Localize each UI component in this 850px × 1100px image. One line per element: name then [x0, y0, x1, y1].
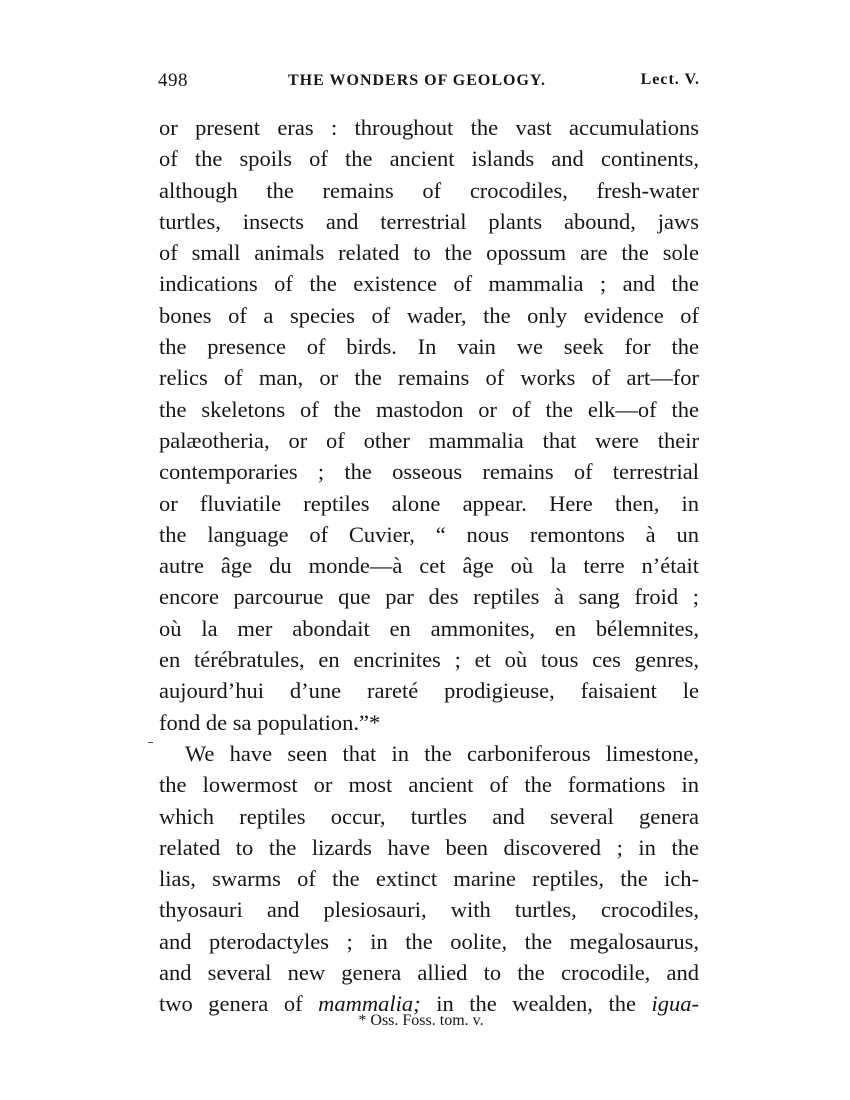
text-line: indications of the existence of mammalia ; and the: [159, 271, 699, 297]
text-line: thyosauri and plesiosauri, with turtles, crocodiles,: [159, 897, 699, 923]
margin-mark: [148, 742, 153, 743]
text-line: palæotheria, or of other mammalia that were their: [159, 427, 699, 453]
text-line: autre âge du monde—à cet âge où la terre n’était: [159, 553, 699, 579]
running-head: [158, 70, 700, 100]
text-line: and pterodactyles ; in the oolite, the megalosaurus,: [159, 928, 699, 954]
text-line: aujourd’hui d’une rareté prodigieuse, faisaient le: [159, 678, 699, 704]
footnote: [0, 1012, 850, 1030]
italic-word: mammalia;: [318, 991, 421, 1017]
text-line: encore parcourue que par des reptiles à sang froid ;: [159, 584, 699, 610]
text-line: turtles, insects and terrestrial plants abound, jaws: [159, 208, 699, 234]
text-line: the skeletons of the mastodon or of the elk—of the: [159, 396, 699, 422]
running-title: THE WONDERS OF GEOLOGY.: [288, 72, 547, 89]
text-line: of the spoils of the ancient islands and continents,: [159, 146, 699, 172]
page-number: 498: [158, 70, 188, 91]
text-line: and several new genera allied to the crocodile, and: [159, 960, 699, 986]
text-line: relics of man, or the remains of works of art—for: [159, 365, 699, 391]
text-line: the lowermost or most ancient of the formations in: [159, 772, 699, 798]
text-line: en térébratules, en encrinites ; et où tous ces genres,: [159, 647, 699, 673]
text-line: or fluviatile reptiles alone appear. Here then, in: [159, 490, 699, 516]
text-run: two genera of: [159, 991, 319, 1017]
text-run: in the wealden, the: [420, 991, 652, 1017]
text-line: of small animals related to the opossum are the sole: [159, 240, 699, 266]
paragraph-2: [159, 738, 699, 1020]
text-line: contemporaries ; the osseous remains of terrestrial: [159, 459, 699, 485]
lecture-label: Lect. V.: [640, 71, 700, 88]
body-text: [159, 112, 699, 1020]
text-line: où la mer abondait en ammonites, en bélemnites,: [159, 615, 699, 641]
italic-word: igua-: [651, 991, 700, 1017]
text-line: related to the lizards have been discovered ; in the: [159, 834, 699, 860]
text-line: the language of Cuvier, “ nous remontons à un: [159, 521, 699, 547]
text-line: We have seen that in the carboniferous limestone,: [185, 740, 699, 766]
paragraph-1: [159, 112, 699, 738]
text-line: the presence of birds. In vain we seek for the: [159, 334, 699, 360]
text-line: which reptiles occur, turtles and several genera: [159, 803, 699, 829]
text-line: or present eras : throughout the vast accumulations: [159, 115, 699, 140]
text-line: lias, swarms of the extinct marine reptiles, the ich-: [159, 866, 699, 892]
footnote-text: * Oss. Foss. tom. v.: [358, 1012, 484, 1029]
text-line: although the remains of crocodiles, fresh-water: [159, 177, 699, 203]
text-line: bones of a species of wader, the only evidence of: [159, 302, 699, 328]
text-line: fond de sa population.”*: [159, 709, 381, 735]
